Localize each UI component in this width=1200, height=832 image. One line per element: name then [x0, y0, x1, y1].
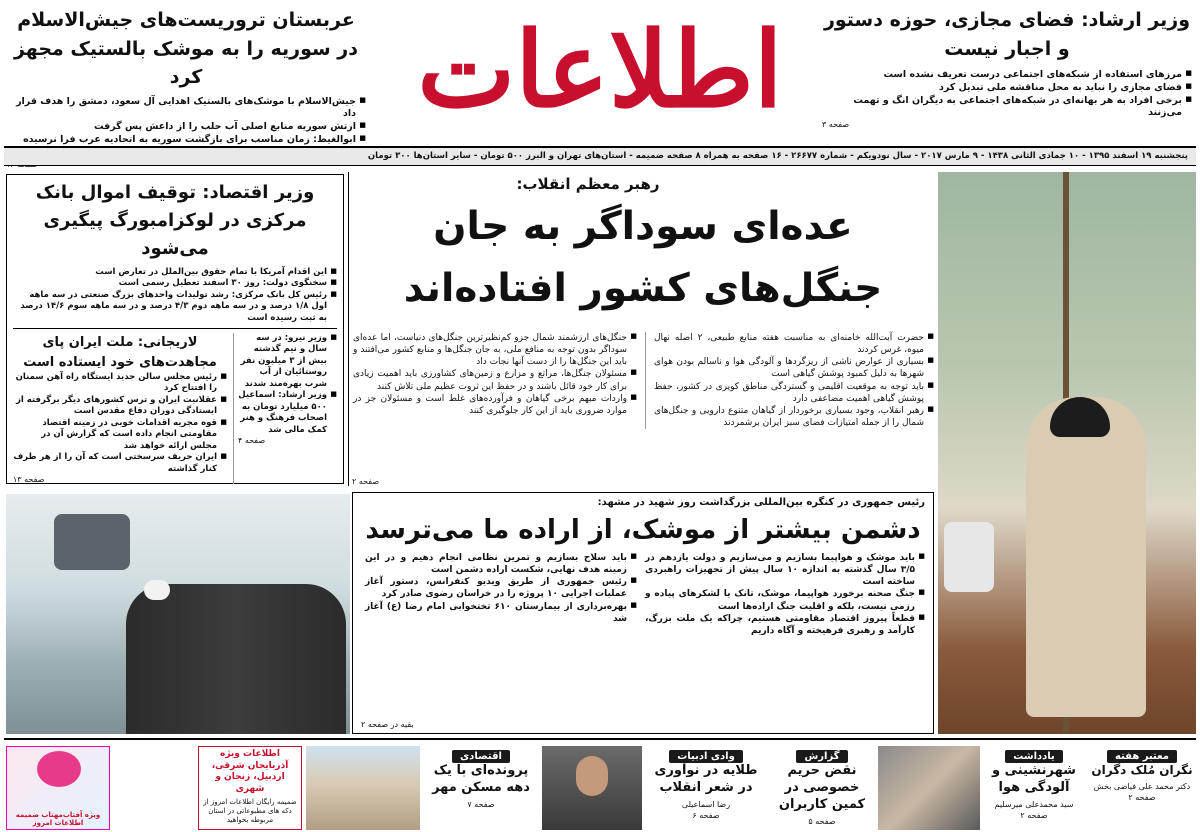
- lead-column-right: ■ حضرت آیت‌الله خامنه‌ای به مناسبت هفته منابع طبیعی، ۲ اصله نهال میوه، غرس کردند ■ بسیاری از عوارض ناشی از ریزگردها و آلودگی هوا و ناسالم بودن هوای شهرها به دلیل کمبود پوشش گیاهی است ■ باید توجه به موقعیت اقلیمی و گستردگی مناطق کویری در کشور، حفظ پوشش گیاهی اهمیت مضاعفی دارد ■ رهبر انقلاب، وجود بسیاری برخوردار از گیاهان متنوع دارویی و جنگل‌های شمال را از جمله امتیازات فضای سبز ایران برشمردند: [654, 332, 934, 429]
- rouhani-column-right: ■ باید موشک و هواپیما بسازیم و می‌سازیم و دولت یازدهم در ۳/۵ سال گذشته به اندازه ۱۰ سال پیش از تجهیزات راهبردی ساخته است ■ جنگ صحنه برخورد هواپیما، موشک، تانک یا لشکرهای پیاده و رزمی نیست، بلکه و اقلیت جنگ اراده‌ها است ■ قطعاً پیروز اقتصاد مقاومتی هستیم، چراکه یک ملت بزرگ، کارآمد و رهبری فرهیخته و آگاه داریم: [645, 552, 925, 637]
- top-right-story: [822, 6, 1192, 144]
- surgical-lamp-shape: [54, 514, 130, 570]
- headline: وزیر اقتصاد: توقیف اموال بانک مرکزی در لوکزامبورگ پیگیری می‌شود: [35, 182, 315, 259]
- dateline-bar: پنجشنبه ۱۹ اسفند ۱۳۹۵ - ۱۰ جمادی الثانی ۱۴۳۸ - ۹ مارس ۲۰۱۷ - سال نودویکم - شماره ۲۶۶۷۷ - ۱۶ صفحه به همراه ۸ صفحه ضمیمه - استان‌های تهران و البرز ۵۰۰ تومان - سایر استان‌ها ۳۰۰ تومان: [4, 146, 1196, 166]
- masthead-logo: اطلاعات: [417, 8, 783, 131]
- face-shape: [576, 756, 608, 796]
- figure-shape: [1026, 397, 1146, 717]
- top-left-story: [6, 6, 366, 144]
- footer-title: نقض حریم خصوصی در کمین کاربران: [778, 763, 866, 812]
- rouhani-column-left: ■ باید سلاح بسازیم و تمرین نظامی انجام دهیم و در این زمینه هدف نهایی، شکست اراده دشمن است ■ رئیس جمهوری از طریق ویدیو کنفرانس، دستور آغاز عملیات اجرایی ۱۰ پروژه را در خراسان رضوی صادر کرد ■ بهره‌برداری از بیمارستان ۶۱۰ تختخوابی امام رضا (ع) آغاز شد: [365, 552, 637, 637]
- econ-story: [6, 174, 344, 484]
- bullet-list: ■ این اقدام آمریکا با تمام حقوق بین‌الملل در تعارض است ■ سخنگوی دولت: روز ۳۰ اسفند تعطیل رسمی است ■ رئیس کل بانک مرکزی: رشد تولیدات واحدهای بزرگ صنعتی در سه ماهه اول ۱/۸ درصد و در سه ماهه دوم ۴/۳ درصد و در سه ماهه سوم ۱۴/۶ درصد به ثبت رسیده است: [13, 267, 337, 324]
- poet-portrait-photo: [542, 746, 642, 830]
- footer-item-3: گزارش نقض حریم خصوصی در کمین کاربران صفحه ۵: [770, 744, 874, 832]
- headline: لاریجانی: ملت ایران پای مجاهدت‌های خود ایستاده است: [23, 335, 217, 370]
- bullet-list: ■ جیش‌الاسلام با موشک‌های بالستیک اهدایی آل سعود، دمشق را هدف قرار داد ■ ارتش سوریه منابع اصلی آب حلب را از داعش پس گرفت ■ ابوالغیط: زمان مناسب برای بازگشت سوریه به اتحادیه عرب فرا نرسیده: [6, 96, 366, 160]
- column-divider: [348, 172, 349, 486]
- phone-hand-photo: [878, 746, 980, 830]
- footer-title: طلایه در نوآوری در شعر انقلاب: [654, 763, 758, 795]
- lead-story: [352, 172, 934, 488]
- footer-title: نگران مُلک دگران: [1091, 763, 1193, 777]
- page-ref: بقیه در صفحه ۲: [361, 720, 414, 729]
- page-ref: صفحه ۱۳: [13, 475, 45, 485]
- larijani-story: [13, 333, 227, 484]
- footer-item-4: وادی ادبیات طلایه در نوآوری در شعر انقلاب رضا اسماعیلی صفحه ۶: [646, 744, 766, 832]
- footer-rule: [4, 738, 1196, 740]
- supplement-box: [198, 746, 302, 830]
- turban-white-shape: [144, 580, 170, 600]
- rouhani-hospital-photo: [6, 494, 350, 734]
- page-ref: صفحه ۴: [238, 436, 266, 446]
- people-group-shape: [126, 584, 346, 734]
- headline-line-2: جنگل‌های کشور افتاده‌اند: [403, 266, 883, 311]
- footer-item-5: اقتصادی پرونده‌ای با یک دهه مسکن مهر صفحه ۷: [424, 744, 538, 832]
- watering-can-shape: [944, 522, 994, 592]
- supplement-title: اطلاعات ویژه آذربایجان شرقی، اردبیل، زنجان و شهری: [211, 749, 289, 795]
- footer-item-2: یادداشت شهرنشینی و آلودگی هوا سید محمدعلی میرسلیم صفحه ۲: [984, 744, 1084, 832]
- footer-title: شهرنشینی و آلودگی هوا: [992, 763, 1076, 795]
- kids-supplement-box: ویژه آفتاب‌مهتاب ضمیمه اطلاعات امروز: [6, 746, 110, 830]
- footer-title: پرونده‌ای با یک دهه مسکن مهر: [432, 763, 530, 795]
- kicker: رهبر معظم انقلاب:: [516, 175, 660, 193]
- housing-project-photo: [306, 746, 420, 830]
- leader-planting-photo: [938, 172, 1196, 734]
- headline-line-1: عده‌ای سوداگر به جان: [433, 204, 853, 249]
- rouhani-story: [352, 492, 934, 734]
- kicker: رئیس جمهوری در کنگره بین‌المللی بزرگداشت روز شهید در مشهد:: [597, 497, 925, 508]
- niroo-story: ■ وزیر نیرو: در سه سال و نیم گذشته بیش از ۳ میلیون نفر روستائیان از آب شرب بهره‌مند شدند ■ وزیر ارشاد: اسماعیل ۵۰۰ میلیارد تومان به اصحاب فرهنگ و هنر کمک مالی شد صفحه ۴: [233, 333, 337, 484]
- lead-column-middle: ■ جنگل‌های ارزشمند شمال جزو کم‌نظیرترین جنگل‌های دنیاست، اما عده‌ای سوداگر بدون توجه به منافع ملی، به جان جنگل‌ها و منابع کشور می‌افتند و باید این جنگل‌ها را از دست آنها نجات داد ■ مسئولان جنگل‌ها، مراتع و مزارع و زمین‌های کشاورزی باید اهمیت زیادی برای کار خود قائل باشند و در حفظ این ثروت عظیم ملی تلاش کنند ■ واردات مبهم برخی گیاهان و فرآورده‌های غلط است و مسئولان جز در موارد ضروری باید از این کار جلوگیری کنند: [353, 332, 637, 429]
- page-ref: صفحه ۲: [352, 477, 380, 486]
- headline: وزیر ارشاد: فضای مجازی، حوزه دستور و اجبار نیست: [823, 9, 1191, 60]
- headline: عربستان تروریست‌های جیش‌الاسلام در سوریه را به موشک بالستیک مجهز کرد: [13, 9, 358, 88]
- headline: دشمن بیشتر از موشک، از اراده ما می‌ترسد: [365, 515, 921, 545]
- supplement-desc: ضمیمه رایگان اطلاعات امروز از دکه های مطبوعاتی در استان مربوطه بخواهید: [203, 797, 297, 824]
- kids-logo-icon: [37, 751, 81, 787]
- footer-item-1: معتبر هفته نگران مُلک دگران دکتر محمد علی فیاضی بخش صفحه ۲: [1088, 744, 1196, 832]
- bullet-list: ■ رئیس مجلس سالن جدید ایستگاه راه آهن سمنان را افتتاح کرد ■ عقلانیت ایران و ترس کشورهای دیگر برگرفته از ایستادگی دوران دفاع مقدس است ■ قوه مجریه اقدامات خوبی در زمینه اقتصاد مقاومتی انجام داده است که گزارش آن در مجلس ارائه خواهد شد ■ ایران حریف سرسختی است که آن را از هر طرف کنار گذاشته: [13, 372, 227, 475]
- bullet-list: ■ مرزهای استفاده از شبکه‌های اجتماعی درست تعریف نشده است ■ فضای مجازی را نباید به محل مناقشه ملی تبدیل کرد ■ برخی افراد به هر بهانه‌ای در شبکه‌های اجتماعی به دیگران انگ و تهمت می‌زنند: [822, 69, 1192, 120]
- page-ref: صفحه ۳: [822, 120, 850, 130]
